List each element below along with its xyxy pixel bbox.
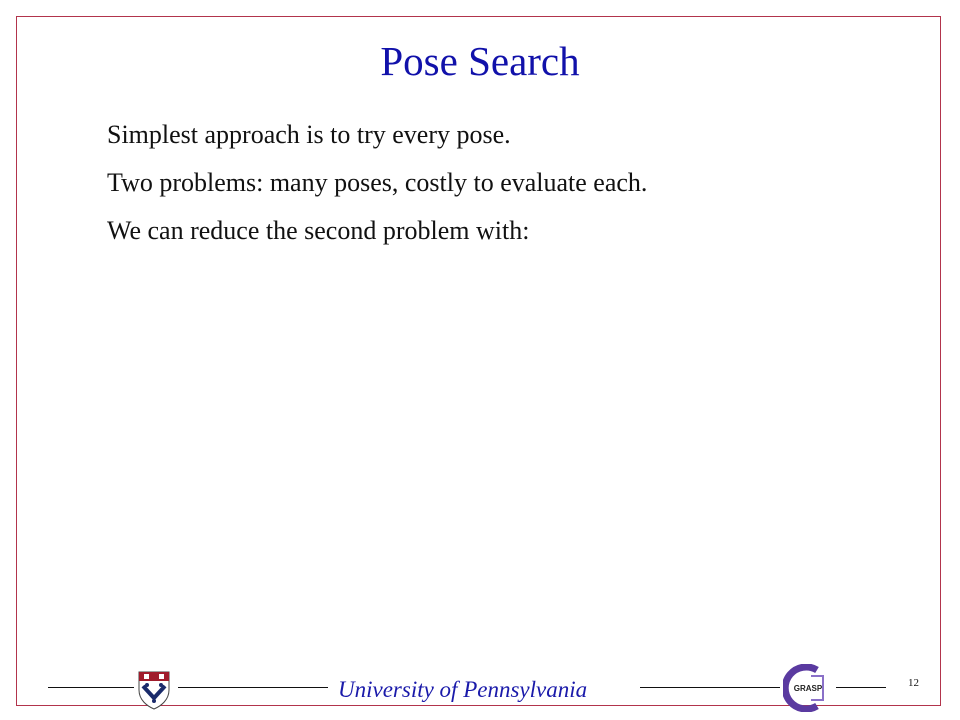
- grasp-logo-icon: [783, 664, 833, 712]
- footer-institution: University of Pennsylvania: [338, 677, 588, 702]
- slide-title: Pose Search: [380, 38, 580, 84]
- bullet-item: Two problems: many poses, costly to evaluate each.: [107, 168, 648, 197]
- bullet-item: We can reduce the second problem with:: [107, 216, 530, 245]
- footer-rule-right: [836, 687, 886, 688]
- footer-rule-mid-left: [178, 687, 328, 688]
- footer-rule-mid-right: [640, 687, 780, 688]
- footer-rule-left: [48, 687, 134, 688]
- page-number: 12: [908, 677, 919, 689]
- bullet-list: [107, 111, 647, 255]
- grasp-logo-text: GRASP: [793, 684, 823, 693]
- penn-shield-icon: [136, 670, 172, 710]
- bullet-item: Simplest approach is to try every pose.: [107, 120, 511, 149]
